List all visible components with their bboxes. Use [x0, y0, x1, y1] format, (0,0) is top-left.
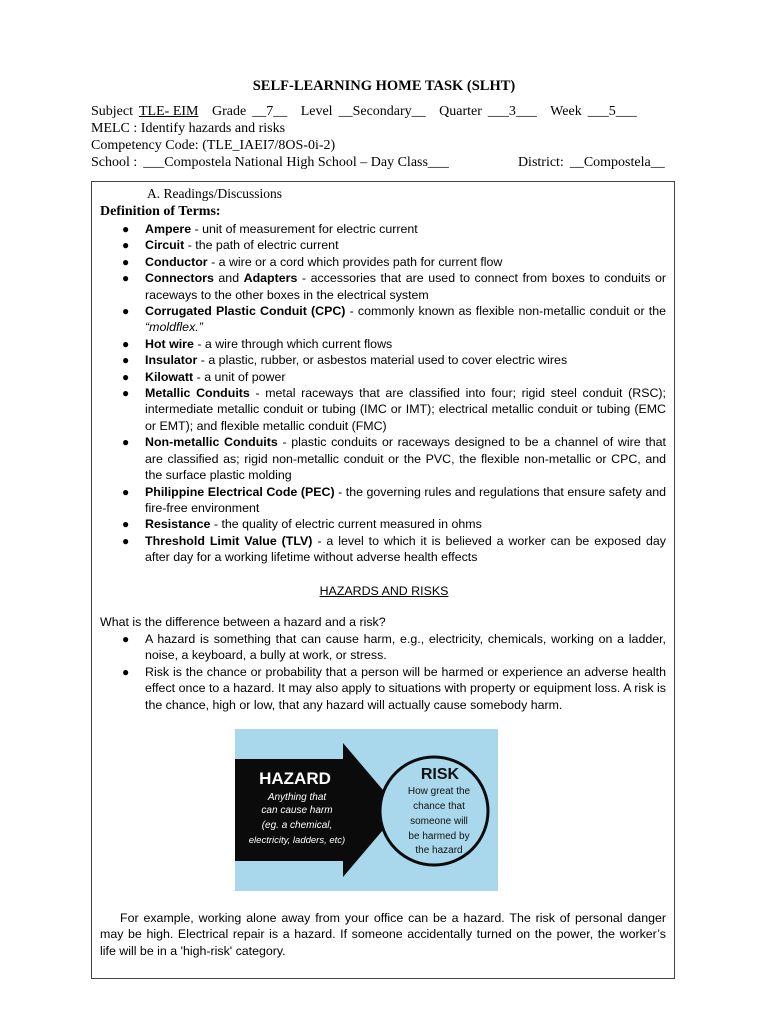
hazard-line: electricity, ladders, etc)	[248, 835, 346, 846]
risk-line: someone will	[410, 816, 468, 827]
term-definition: - a wire through which current flows	[193, 336, 393, 351]
term-item	[100, 237, 666, 253]
term-definition: - a level to which it is believed a worker can be exposed day after day for a working lifetime without adverse health effects	[145, 533, 666, 565]
term-item	[100, 270, 666, 303]
term-definition: - plastic conduits or raceways designed to be a channel of wire that are classified as; rigid non-metallic conduit or the PVC, the flexible non-metallic or CPC, and the surface plastic molding	[145, 435, 666, 483]
term-definition: - commonly known as flexible non-metallic conduit or the	[345, 304, 666, 319]
term-definition: - accessories that are used to connect from boxes to conduits or raceways to the other boxes in the electrical system	[145, 271, 666, 302]
term-name: Connectors	[145, 271, 214, 286]
risk-point-text: Risk is the chance or probability that a person will be harmed or experience an adverse health effect once to a hazard. It may also apply to situations with property or equipment loss. A risk is the chance, high or low, that any hazard will actually cause somebody harm.	[145, 664, 666, 712]
bullet-icon: ●	[122, 304, 130, 319]
level-value: __Secondary__	[338, 104, 426, 119]
term-name: Kilowatt	[145, 369, 194, 384]
term-item	[100, 336, 666, 352]
bullet-icon: ●	[122, 386, 130, 401]
week-value: ___5___	[587, 104, 637, 119]
hazard-title: HAZARD	[259, 769, 331, 788]
subject-value: TLE- EIM	[139, 104, 199, 119]
term-name: Non-metallic Conduits	[145, 435, 278, 450]
bullet-icon: ●	[122, 271, 130, 286]
bullet-icon: ●	[122, 336, 130, 351]
hazard-line: (eg. a chemical,	[261, 820, 333, 831]
subject-row	[91, 103, 691, 120]
term-name: Metallic Conduits	[145, 386, 250, 401]
term-name-2: Adapters	[243, 271, 298, 286]
term-item	[100, 254, 666, 270]
bullet-icon: ●	[122, 238, 130, 253]
term-item	[100, 533, 666, 566]
readings-heading: A. Readings/Discussions	[147, 186, 282, 201]
term-definition: - the governing rules and regulations that ensure safety and fire-free environment	[145, 484, 666, 515]
term-italic: “moldflex.”	[145, 320, 203, 335]
quarter-value: ___3___	[487, 104, 537, 119]
term-name: Corrugated Plastic Conduit (CPC)	[145, 304, 346, 319]
risk-line: How great the	[407, 786, 471, 797]
term-definition: - a unit of power	[193, 369, 286, 384]
task-header	[91, 103, 691, 171]
hazard-point-text: A hazard is something that can cause harm, e.g., electricity, chemicals, working on a ladder, noise, a keyboard, a bully at work, or stress.	[145, 632, 666, 663]
school-label: School :	[91, 155, 138, 170]
risk-line: chance that	[413, 801, 465, 812]
term-name: Insulator	[145, 353, 198, 368]
grade-label: Grade	[211, 104, 247, 119]
risk-line: be harmed by	[408, 831, 470, 842]
school-row	[91, 154, 691, 171]
melc-line: MELC : Identify hazards and risks	[91, 121, 286, 136]
terms-list	[100, 221, 666, 566]
term-item	[100, 221, 666, 237]
district-label: District:	[517, 155, 564, 170]
term-definition: - a plastic, rubber, or asbestos material used to cover electric wires	[197, 353, 568, 368]
term-definition: - the quality of electric current measured in ohms	[210, 517, 482, 532]
term-item	[100, 484, 666, 517]
bullet-icon: ●	[122, 435, 130, 450]
bullet-icon: ●	[122, 254, 130, 269]
risk-line: the hazard	[415, 845, 463, 856]
week-label: Week	[550, 104, 582, 119]
term-definition: - the path of electric current	[184, 238, 339, 253]
term-name: Resistance	[145, 517, 211, 532]
bullet-icon: ●	[122, 533, 130, 548]
risk-title: RISK	[420, 766, 460, 783]
term-item	[100, 369, 666, 385]
term-definition: - metal raceways that are classified into four; rigid steel conduit (RSC); intermediate metallic conduit or tubing (IMC or IMT); electrical metallic conduit or tubing (EMC or EMT); and flexible metallic conduit (FMC)	[145, 386, 666, 433]
term-item	[100, 516, 666, 532]
term-name: Circuit	[145, 238, 185, 253]
term-name: Hot wire	[145, 336, 194, 351]
bullet-icon: ●	[122, 632, 130, 646]
term-name: Threshold Limit Value (TLV)	[145, 533, 313, 548]
bullet-icon: ●	[122, 664, 130, 679]
district-value: __Compostela__	[569, 155, 665, 170]
hazard-point	[100, 631, 666, 664]
difference-question: What is the difference between a hazard and a risk?	[100, 615, 386, 629]
term-conjunction: and	[213, 271, 244, 286]
bullet-icon: ●	[122, 517, 130, 532]
subject-label: Subject	[91, 104, 133, 119]
grade-value: __7__	[252, 104, 288, 119]
term-name: Ampere	[145, 222, 192, 236]
bullet-icon: ●	[122, 484, 130, 499]
quarter-label: Quarter	[439, 104, 482, 119]
term-definition: - unit of measurement for electric current	[191, 222, 418, 236]
definitions-heading: Definition of Terms:	[100, 204, 221, 219]
bullet-icon: ●	[122, 222, 130, 236]
hazard-risk-diagram	[235, 729, 498, 891]
term-definition: - a wire or a cord which provides path for current flow	[207, 254, 503, 269]
bullet-icon: ●	[122, 353, 130, 368]
term-item	[100, 352, 666, 368]
term-name: Conductor	[145, 254, 208, 269]
term-item	[100, 385, 666, 434]
bullet-icon: ●	[122, 369, 130, 384]
page-title: SELF-LEARNING HOME TASK (SLHT)	[252, 78, 516, 94]
level-label: Level	[300, 104, 333, 119]
term-item	[100, 434, 666, 483]
risk-point	[100, 664, 666, 713]
hazard-risk-list	[100, 631, 666, 713]
hazard-line: Anything that	[267, 792, 327, 803]
term-item	[100, 303, 666, 336]
hazards-risks-title: HAZARDS AND RISKS	[319, 584, 449, 598]
competency-line: Competency Code: (TLE_IAEI7/8OS-0i-2)	[91, 138, 336, 153]
school-value: ___Compostela National High School – Day Class___	[143, 155, 449, 170]
example-paragraph: For example, working alone away from your office can be a hazard. The risk of personal danger may be high. Electrical repair is a hazard. If someone accidentally turned on the power, the worker’s life will be in a 'high-risk' category.	[100, 911, 666, 958]
hazard-line: can cause harm	[261, 805, 333, 816]
term-name: Philippine Electrical Code (PEC)	[145, 484, 335, 499]
